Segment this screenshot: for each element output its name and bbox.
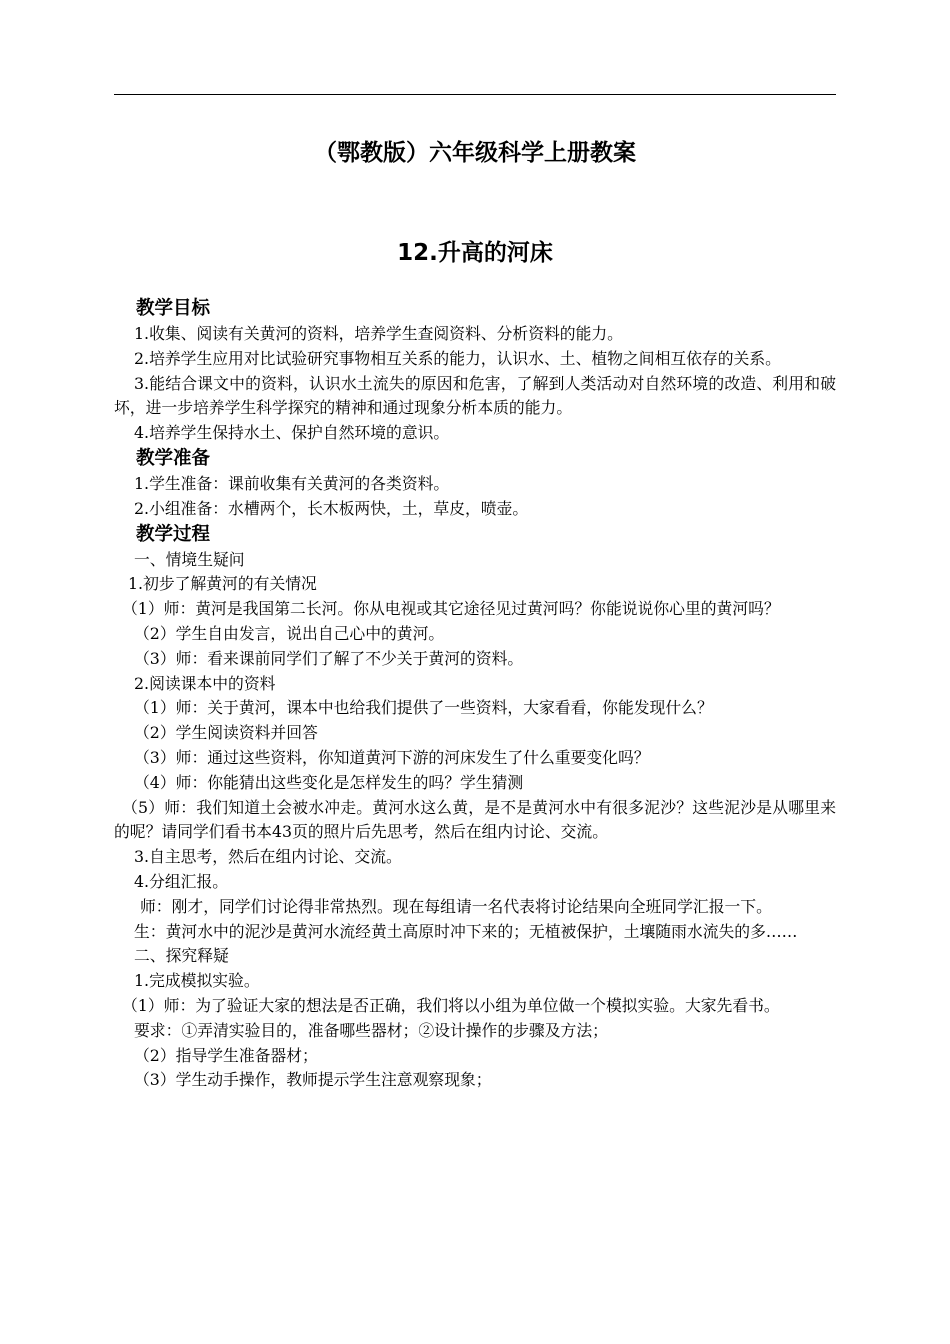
goal-item: 1.收集、阅读有关黄河的资料，培养学生查阅资料、分析资料的能力。 — [134, 324, 623, 343]
goal-item: 4.培养学生保持水土、保护自然环境的意识。 — [134, 423, 450, 443]
process-item: 3.自主思考，然后在组内讨论、交流。 — [134, 847, 402, 867]
process-item: （3）师：看来课前同学们了解了不少关于黄河的资料。 — [134, 648, 524, 668]
prep-item: 2.小组准备：水槽两个，长木板两快，土，草皮，喷壶。 — [134, 498, 529, 518]
goal-item: 2.培养学生应用对比试验研究事物相互关系的能力，认识水、土、植物之间相互依存的关系。 — [134, 348, 781, 368]
section-heading-goals: 教学目标 — [136, 298, 211, 319]
process-item: （2）学生自由发言，说出自己心中的黄河。 — [134, 623, 445, 643]
document-title: （鄂教版）六年级科学上册教案 — [314, 140, 636, 166]
process-item: （1）师：黄河是我国第二长河。你从电视或其它途径见过黄河吗？你能说说你心里的黄河吗？ — [122, 599, 780, 619]
process-item: （3）师：通过这些资料，你知道黄河下游的河床发生了什么重要变化吗？ — [134, 747, 650, 767]
process-item: （1）师：关于黄河，课本中也给我们提供了一些资料，大家看看，你能发现什么？ — [134, 698, 713, 718]
process-item: （1）师：为了验证大家的想法是否正确，我们将以小组为单位做一个模拟实验。大家先看书。 — [122, 995, 780, 1015]
process-item: 一、情境生疑问 — [134, 549, 245, 569]
header-rule — [114, 94, 836, 95]
process-item: （2）指导学生准备器材； — [134, 1045, 318, 1065]
section-heading-prep: 教学准备 — [136, 447, 211, 469]
process-item: 二、探究释疑 — [134, 946, 229, 966]
process-item: （3）学生动手操作，教师提示学生注意观察现象； — [134, 1070, 492, 1090]
process-item: 要求：①弄清实验目的，准备哪些器材；②设计操作的步骤及方法； — [134, 1020, 608, 1040]
process-item: 1.完成模拟实验。 — [134, 971, 260, 991]
process-item: 1.初步了解黄河的有关情况 — [128, 574, 317, 594]
prep-item: 1.学生准备：课前收集有关黄河的各类资料。 — [134, 473, 450, 493]
process-item: （5）师：我们知道土会被水冲走。黄河水这么黄，是不是黄河水中有很多泥沙？这些泥沙是从哪里来的呢？请同学们看书本43页的照片后先思考，然后在组内讨论、交流。 — [114, 797, 836, 842]
section-heading-process: 教学过程 — [136, 523, 211, 545]
process-item: 4.分组汇报。 — [134, 871, 229, 891]
lesson-title: 12.升高的河床 — [397, 240, 553, 266]
process-item: （2）学生阅读资料并回答 — [134, 723, 318, 743]
process-item: 2.阅读课本中的资料 — [134, 673, 276, 693]
process-item: （4）师：你能猜出这些变化是怎样发生的吗？学生猜测 — [134, 772, 524, 792]
process-item: 师：刚才，同学们讨论得非常热烈。现在每组请一名代表将讨论结果向全班同学汇报一下。 — [140, 896, 772, 916]
goal-item: 3.能结合课文中的资料，认识水土流失的原因和危害，了解到人类活动对自然环境的改造、利用和破坏，进一步培养学生科学探究的精神和通过现象分析本质的能力。 — [114, 373, 836, 418]
document-body — [114, 296, 836, 1093]
process-item: 生：黄河水中的泥沙是黄河水流经黄土高原时冲下来的；无植被保护，土壤随雨水流失的多…… — [134, 921, 798, 941]
